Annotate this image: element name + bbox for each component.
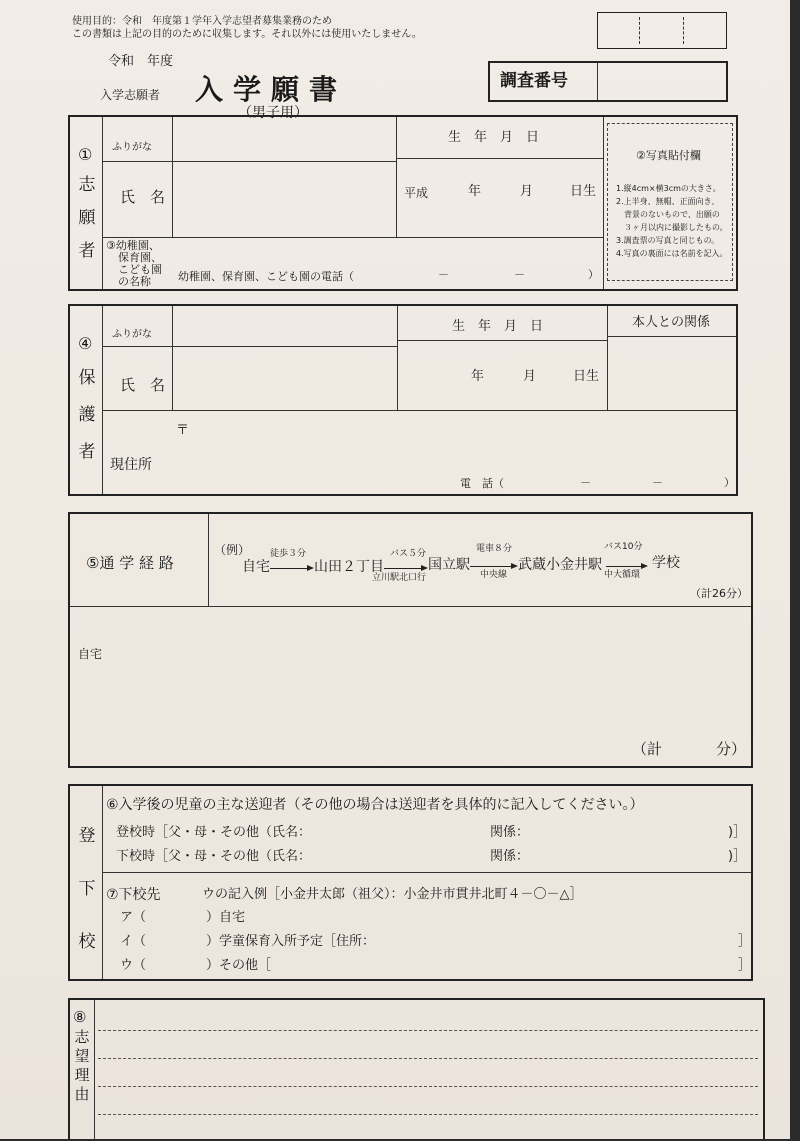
guardian-furigana-label: ふりがな [112,329,152,340]
page-title: 入学願書 [195,73,348,106]
applicant-furigana-input[interactable] [174,119,394,159]
commute-route-input[interactable] [72,610,749,760]
applicant-furigana-label: ふりがな [112,142,152,153]
section4-vertical-label: 保 護 者 [78,368,96,462]
section6-title: ⑥入学後の児童の主な送迎者（その他の場合は送迎者を具体的に記入してください。） [106,797,644,813]
school-transport-section [68,784,753,981]
applicant-birthdate-header: 生 年 月 日 [448,130,540,145]
survey-number-box[interactable] [488,61,728,102]
section7-title: ⑦下校先 [106,887,161,903]
address-label: 現住所 [110,457,152,473]
route-example: （例） 自宅 徒歩３分 山田２丁目 バス５分 立川駅北口行 国立駅 電車８分 中央線 武蔵小金井駅 バス10分 中大循環 学校 （計26分） [214,542,748,600]
commute-route-label: ⑤通 学 経 路 [86,554,174,572]
photo-title: ②写真貼付欄 [636,149,701,162]
after-school-option-i[interactable]: イ（ ）学童保育入所予定［住所： ］ [120,934,752,949]
from-school-escort-row[interactable]: 下校時［父・母・その他（氏名： 関係： )］ [116,849,747,864]
route-start-home: 自宅 [78,647,103,661]
section1-vertical-label: 志 願 者 [78,175,96,261]
guardian-birthdate-header: 生 年 月 日 [452,319,544,334]
section7-example: ウの記入例［小金井太郎（祖父）：小金井市貫井北町４－〇－△］ [202,887,583,902]
photo-attach-area[interactable] [607,123,733,281]
section4-number: ④ [78,334,93,353]
page-subtitle: （男子用） [238,105,308,121]
section6-vertical-label: 登 下 校 [78,826,96,952]
commute-route-section [68,512,753,768]
photo-instructions: 1.縦4cm×横3cmの大きさ。 2.上半身、無帽、正面向き、 背景のないもので、出願の ３ヶ月以内に撮影したもの。 3.調査票の写真と同じもの。 4.写真の裏面には名前を記入。 [616,184,728,258]
guardian-section [68,304,738,496]
route-total-minutes-input[interactable] [668,738,718,760]
top-right-code-box[interactable] [597,12,727,49]
guardian-name-label: 氏 名 [120,376,166,394]
relation-input[interactable] [609,338,734,408]
application-reason-input[interactable] [96,1000,763,1141]
after-school-option-u[interactable]: ウ（ ）その他［ ］ [120,958,752,973]
applicant-name-label: 氏 名 [120,188,166,206]
purpose-line-1: 使用目的：令和 年度第１学年入学志望者募集業務のため [72,16,332,27]
applicant-section [68,115,738,291]
applicant-label: 入学志願者 [100,88,161,102]
address-input[interactable]: 〒 [176,423,190,438]
section8-vertical-label: 志 望 理 由 [74,1028,90,1103]
after-school-option-a[interactable]: ア（ ）自宅 [120,910,246,925]
guardian-furigana-input[interactable] [174,308,395,344]
section1-number: ① [78,145,93,164]
applicant-name-input[interactable] [174,163,394,235]
route-total-open: （計 [632,740,663,758]
survey-number-label: 調査番号 [500,71,568,91]
era-year: 令和 年度 [108,54,174,69]
purpose-line-2: この書類は上記の目的のために収集します。それ以外には使用いたしません。 [72,29,422,40]
route-total-close: 分） [716,740,747,758]
kindergarten-name-label: ③幼稚園、 保育園、 こども園 の名称 [106,239,162,288]
relation-header: 本人との関係 [632,315,711,330]
guardian-name-input[interactable] [174,348,395,408]
kindergarten-name-input[interactable] [174,239,601,267]
to-school-escort-row[interactable]: 登校時［父・母・その他（氏名： 関係： )］ [116,825,747,840]
kindergarten-phone-input[interactable]: 幼稚園、保育園、こども園の電話（ － － ） [178,268,599,283]
application-reason-section [68,998,765,1139]
guardian-birthdate-input[interactable]: 年 月 日生 [471,369,600,384]
guardian-phone-input[interactable]: 電 話（ － － ） [460,476,735,490]
applicant-birthdate-input[interactable]: 平成 年 月 日生 [404,184,597,200]
section8-number: ⑧ [73,1008,87,1026]
